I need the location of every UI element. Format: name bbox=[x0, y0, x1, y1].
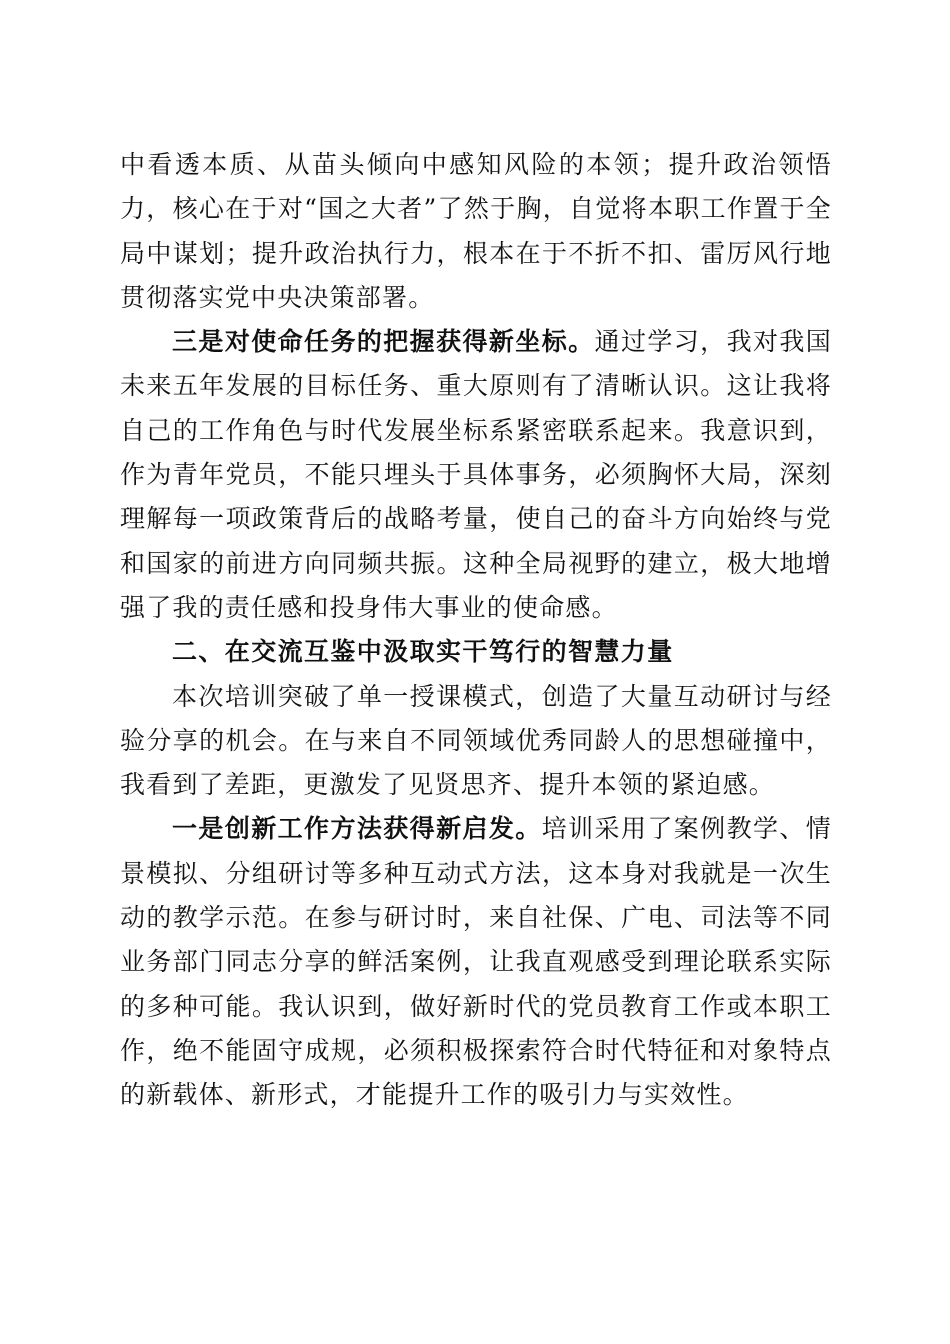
document-body bbox=[120, 143, 832, 1118]
paragraph-training-intro bbox=[120, 675, 832, 808]
paragraph-lead: 一是创新工作方法获得新启发。 bbox=[172, 814, 542, 844]
paragraph-lead: 三是对使命任务的把握获得新坐标。 bbox=[172, 327, 595, 357]
paragraph-mission-tasks bbox=[120, 320, 832, 630]
section-heading: 二、在交流互鉴中汲取实干笃行的智慧力量 bbox=[172, 637, 674, 667]
paragraph-work-methods bbox=[120, 807, 832, 1117]
paragraph-political-abilities bbox=[120, 143, 832, 320]
paragraph-text: 中看透本质、从苗头倾向中感知风险的本领；提升政治领悟力，核心在于对“国之大者”了然于胸，自觉将本职工作置于全局中谋划；提升政治执行力，根本在于不折不扣、雷厉风行地贯彻落实党中央决策部署。 bbox=[120, 150, 832, 312]
paragraph-text: 培训采用了案例教学、情景模拟、分组研讨等多种互动式方法，这本身对我就是一次生动的教学示范。在参与研讨时，来自社保、广电、司法等不同业务部门同志分享的鲜活案例，让我直观感受到理论联系实际的多种可能。我认识到，做好新时代的党员教育工作或本职工作，绝不能固守成规，必须积极探索符合时代特征和对象特点的新载体、新形式，才能提升工作的吸引力与实效性。 bbox=[120, 814, 832, 1110]
paragraph-text: 本次培训突破了单一授课模式，创造了大量互动研讨与经验分享的机会。在与来自不同领域优秀同龄人的思想碰撞中，我看到了差距，更激发了见贤思齐、提升本领的紧迫感。 bbox=[120, 681, 832, 800]
paragraph-text: 通过学习，我对我国未来五年发展的目标任务、重大原则有了清晰认识。这让我将自己的工作角色与时代发展坐标系紧密联系起来。我意识到，作为青年党员，不能只埋头于具体事务，必须胸怀大局，深刻理解每一项政策背后的战略考量，使自己的奋斗方向始终与党和国家的前进方向同频共振。这种全局视野的建立，极大地增强了我的责任感和投身伟大事业的使命感。 bbox=[120, 327, 832, 622]
